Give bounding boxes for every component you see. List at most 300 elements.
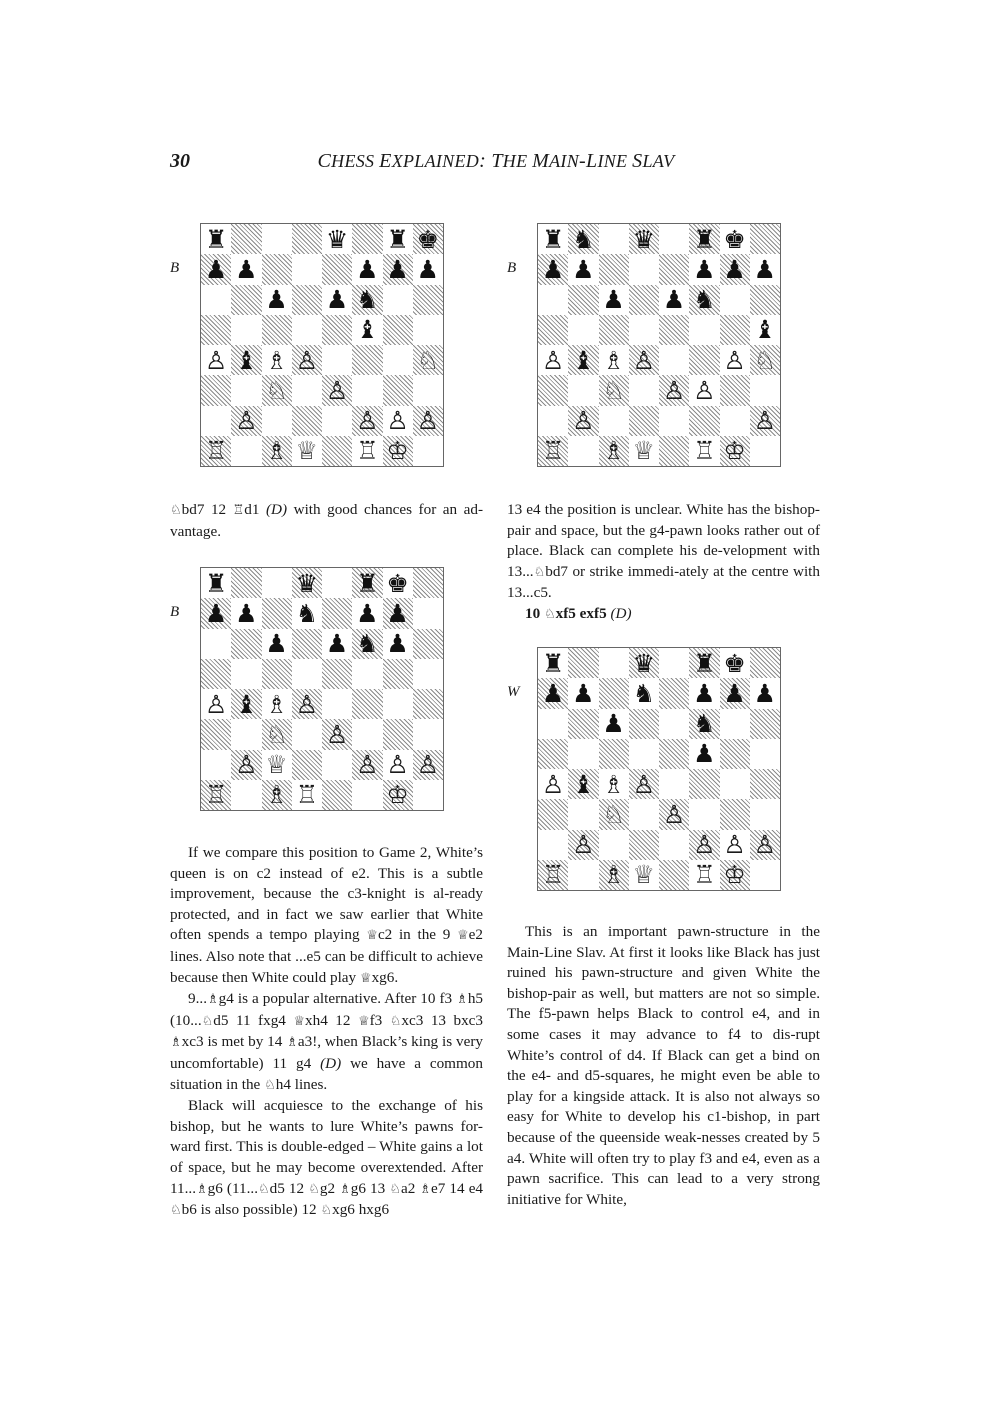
light-square	[383, 750, 413, 780]
light-square	[629, 436, 659, 466]
light-square	[538, 345, 568, 375]
dark-square	[629, 224, 659, 254]
dark-square	[538, 860, 568, 890]
text-run: d5 11 fxg4	[213, 1011, 294, 1029]
dark-square	[231, 689, 261, 719]
dark-square	[538, 315, 568, 345]
page-number: 30	[170, 150, 190, 172]
figurine-icon: ♘	[320, 1203, 333, 1219]
white-pawn-icon: ♙	[632, 345, 656, 375]
figurine-icon: ♗	[170, 1035, 182, 1051]
dark-square	[599, 739, 629, 769]
light-square	[322, 285, 352, 315]
text-run: g6 (11...	[207, 1179, 259, 1197]
white-knight-icon: ♘	[265, 719, 288, 749]
dark-square	[689, 345, 719, 375]
side-to-move-label: B	[170, 604, 180, 620]
light-square	[231, 780, 261, 810]
black-bishop-icon: ♝	[572, 769, 595, 799]
light-square	[599, 648, 629, 678]
light-square	[262, 568, 292, 598]
light-square	[538, 830, 568, 860]
black-knight-icon: ♞	[356, 285, 379, 315]
light-square	[629, 315, 659, 345]
white-queen-icon: ♕	[632, 436, 656, 466]
white-king-icon: ♔	[723, 860, 746, 890]
black-pawn-icon: ♟	[602, 709, 625, 739]
white-pawn-icon: ♙	[662, 375, 686, 405]
white-king-icon: ♔	[723, 436, 746, 466]
title-fragment: E	[379, 150, 392, 172]
dark-square	[538, 739, 568, 769]
text-run: xf5 exf5	[555, 604, 611, 622]
text-run: xg6 hxg6	[332, 1201, 390, 1219]
light-square	[568, 860, 598, 890]
black-bishop-icon: ♝	[753, 315, 777, 345]
white-rook-icon: ♖	[204, 780, 228, 810]
dark-square	[352, 750, 382, 780]
black-queen-icon: ♛	[632, 648, 656, 678]
black-pawn-icon: ♟	[356, 598, 379, 628]
dark-square	[322, 659, 352, 689]
dark-square	[599, 375, 629, 405]
dark-square	[659, 860, 689, 890]
light-square	[659, 648, 689, 678]
dark-square	[322, 375, 352, 405]
dark-square	[568, 406, 598, 436]
light-square	[413, 659, 443, 689]
move-heading	[507, 604, 820, 626]
text-run: h5 (10...	[170, 990, 483, 1029]
light-square	[352, 780, 382, 810]
title-fragment: : T	[479, 150, 503, 172]
dark-square	[720, 860, 750, 890]
dark-square	[599, 678, 629, 708]
light-square	[659, 285, 689, 315]
paragraph	[507, 500, 820, 604]
white-pawn-icon: ♙	[325, 719, 349, 749]
dark-square	[629, 709, 659, 739]
black-pawn-icon: ♟	[416, 254, 440, 284]
dark-square	[659, 678, 689, 708]
dark-square	[322, 436, 352, 466]
dark-square	[629, 345, 659, 375]
light-square	[750, 739, 780, 769]
light-square	[292, 598, 322, 628]
light-square	[538, 224, 568, 254]
dark-square	[262, 375, 292, 405]
black-knight-icon: ♞	[295, 598, 319, 628]
dark-square	[599, 436, 629, 466]
light-square	[629, 739, 659, 769]
light-square	[599, 345, 629, 375]
black-rook-icon: ♜	[204, 568, 228, 598]
white-queen-icon: ♕	[632, 860, 656, 890]
dark-square	[262, 598, 292, 628]
white-knight-icon: ♘	[602, 799, 625, 829]
white-rook-icon: ♖	[541, 860, 565, 890]
black-pawn-icon: ♟	[693, 254, 716, 284]
board-grid	[538, 648, 780, 890]
black-rook-icon: ♜	[356, 568, 379, 598]
dark-square	[720, 799, 750, 829]
white-pawn-icon: ♙	[572, 406, 595, 436]
light-square	[599, 709, 629, 739]
text-run: xh4 12	[305, 1011, 358, 1029]
light-square	[413, 598, 443, 628]
white-king-icon: ♔	[386, 436, 409, 466]
text-run: xg6.	[371, 968, 399, 986]
light-square	[689, 375, 719, 405]
light-square	[322, 629, 352, 659]
light-square	[659, 406, 689, 436]
dark-square	[568, 224, 598, 254]
light-square	[568, 315, 598, 345]
dark-square	[322, 315, 352, 345]
light-square	[201, 750, 231, 780]
light-square	[568, 436, 598, 466]
black-rook-icon: ♜	[386, 224, 409, 254]
figurine-icon: ♗	[419, 1181, 432, 1197]
light-square	[231, 659, 261, 689]
dark-square	[383, 254, 413, 284]
dark-square	[689, 769, 719, 799]
black-pawn-icon: ♟	[753, 254, 777, 284]
figurine-icon: ♗	[456, 992, 468, 1008]
text-run: bd7 12	[181, 501, 233, 518]
dark-square	[568, 648, 598, 678]
light-square	[262, 629, 292, 659]
light-square	[322, 345, 352, 375]
figurine-icon: ♘	[170, 1203, 182, 1219]
text-run: bd7 or strike immedi-ately at the centre with 13...c5.	[507, 562, 820, 602]
dark-square	[262, 719, 292, 749]
paragraph	[170, 989, 483, 1096]
text-run: xc3 13 bxc3	[401, 1011, 484, 1029]
dark-square	[262, 436, 292, 466]
dark-square	[262, 659, 292, 689]
black-pawn-icon: ♟	[753, 678, 777, 708]
dark-square	[689, 285, 719, 315]
dark-square	[599, 254, 629, 284]
dark-square	[750, 830, 780, 860]
white-pawn-icon: ♙	[204, 345, 228, 375]
dark-square	[201, 436, 231, 466]
dark-square	[659, 799, 689, 829]
dark-square	[262, 254, 292, 284]
dark-square	[292, 568, 322, 598]
light-square	[689, 315, 719, 345]
dark-square	[689, 224, 719, 254]
dark-square	[568, 709, 598, 739]
light-square	[231, 315, 261, 345]
title-fragment: S	[632, 150, 643, 172]
light-square	[689, 436, 719, 466]
light-square	[568, 799, 598, 829]
light-square	[262, 224, 292, 254]
side-to-move-label: B	[507, 260, 517, 276]
light-square	[352, 598, 382, 628]
dark-square	[262, 780, 292, 810]
white-pawn-icon: ♙	[723, 830, 746, 860]
figurine-icon: ♘	[170, 503, 182, 518]
text-run: 9...	[188, 990, 207, 1008]
light-square	[750, 375, 780, 405]
black-pawn-icon: ♟	[325, 629, 349, 659]
light-square	[629, 860, 659, 890]
light-square	[629, 799, 659, 829]
light-square	[538, 769, 568, 799]
dark-square	[629, 648, 659, 678]
light-square	[262, 345, 292, 375]
dark-square	[720, 254, 750, 284]
light-square	[568, 375, 598, 405]
dark-square	[292, 689, 322, 719]
dark-square	[231, 568, 261, 598]
dark-square	[538, 436, 568, 466]
right-text-bottom	[507, 922, 820, 1210]
light-square	[352, 659, 382, 689]
white-rook-icon: ♖	[693, 436, 716, 466]
title-fragment: C	[317, 150, 332, 172]
dark-square	[659, 254, 689, 284]
white-knight-icon: ♘	[265, 375, 288, 405]
title-fragment: XPLAINED	[391, 151, 480, 171]
dark-square	[201, 598, 231, 628]
light-square	[659, 709, 689, 739]
board-grid	[201, 568, 443, 810]
dark-square	[750, 345, 780, 375]
dark-square	[720, 739, 750, 769]
title-fragment: HE	[502, 151, 533, 171]
black-pawn-icon: ♟	[356, 254, 379, 284]
black-pawn-icon: ♟	[572, 254, 595, 284]
black-pawn-icon: ♟	[386, 629, 409, 659]
black-rook-icon: ♜	[541, 648, 565, 678]
dark-square	[413, 285, 443, 315]
dark-square	[201, 719, 231, 749]
dark-square	[413, 629, 443, 659]
page-header	[170, 150, 822, 180]
light-square	[292, 780, 322, 810]
light-square	[720, 648, 750, 678]
figurine-icon: ♖	[232, 503, 245, 518]
light-square	[383, 224, 413, 254]
text-run: h4 lines.	[275, 1075, 328, 1093]
left-text-top	[170, 500, 483, 542]
white-bishop-icon: ♗	[265, 689, 288, 719]
black-rook-icon: ♜	[693, 648, 716, 678]
white-bishop-icon: ♗	[265, 345, 288, 375]
text-run: we have a common situation in the	[170, 1054, 483, 1093]
light-square	[750, 860, 780, 890]
dark-square	[750, 406, 780, 436]
light-square	[292, 375, 322, 405]
dark-square	[568, 285, 598, 315]
dark-square	[292, 750, 322, 780]
dark-square	[231, 224, 261, 254]
text-run: This is an important pawn-structure in the Main-Line Slav. At first it looks like Black has just ruined his pawn-structure and given White the bishop-pair as well, but matters are not so simple. The f5-pawn helps Black to control e4, and in some cases it may advance to f4 to dis-rupt White’s control of d4. If Black can get a bind on the e4- and d5-squares, he might even be able to play for a kingside attack. It is also not always so easy for White to develop his c1-bishop, in part because of the queenside weak-nesses created by 5 a4. White will often try to play f3 and e4, even as a pawn sacrifice. This can lead to a very strong initiative for White,	[507, 923, 820, 1208]
dark-square	[629, 769, 659, 799]
light-square	[413, 254, 443, 284]
dark-square	[231, 406, 261, 436]
light-square	[201, 629, 231, 659]
light-square	[720, 406, 750, 436]
white-bishop-icon: ♗	[265, 436, 288, 466]
light-square	[659, 769, 689, 799]
white-pawn-icon: ♙	[356, 406, 379, 436]
dark-square	[538, 799, 568, 829]
dark-square	[413, 689, 443, 719]
light-square	[383, 629, 413, 659]
black-queen-icon: ♛	[632, 224, 656, 254]
light-square	[201, 406, 231, 436]
white-bishop-icon: ♗	[265, 780, 288, 810]
text-run: f3	[369, 1011, 390, 1029]
light-square	[383, 345, 413, 375]
dark-square	[538, 678, 568, 708]
dark-square	[352, 285, 382, 315]
light-square	[201, 345, 231, 375]
white-pawn-icon: ♙	[753, 830, 777, 860]
light-square	[659, 830, 689, 860]
light-square	[750, 678, 780, 708]
dark-square	[231, 345, 261, 375]
light-square	[383, 285, 413, 315]
white-pawn-icon: ♙	[572, 830, 595, 860]
light-square	[292, 254, 322, 284]
dark-square	[231, 629, 261, 659]
light-square	[413, 780, 443, 810]
light-square	[689, 799, 719, 829]
light-square	[689, 678, 719, 708]
dark-square	[659, 739, 689, 769]
white-pawn-icon: ♙	[325, 375, 349, 405]
black-pawn-icon: ♟	[693, 739, 716, 769]
text-run: g2	[319, 1179, 340, 1197]
dark-square	[629, 830, 659, 860]
white-pawn-icon: ♙	[693, 830, 716, 860]
light-square	[568, 678, 598, 708]
black-king-icon: ♚	[723, 648, 746, 678]
light-square	[629, 254, 659, 284]
light-square	[201, 224, 231, 254]
light-square	[599, 224, 629, 254]
figurine-icon: ♕	[366, 928, 378, 944]
white-pawn-icon: ♙	[693, 375, 716, 405]
dark-square	[231, 285, 261, 315]
light-square	[231, 719, 261, 749]
light-square	[292, 659, 322, 689]
white-pawn-icon: ♙	[204, 689, 228, 719]
light-square	[413, 719, 443, 749]
light-square	[629, 375, 659, 405]
white-pawn-icon: ♙	[723, 345, 746, 375]
light-square	[689, 739, 719, 769]
figurine-icon: ♗	[286, 1035, 298, 1051]
dark-square	[262, 315, 292, 345]
white-bishop-icon: ♗	[602, 860, 625, 890]
figurine-icon: ♘	[308, 1181, 320, 1197]
light-square	[383, 689, 413, 719]
dark-square	[322, 254, 352, 284]
chess-diagram	[537, 647, 781, 891]
dark-square	[352, 224, 382, 254]
light-square	[413, 315, 443, 345]
dark-square	[629, 406, 659, 436]
black-pawn-icon: ♟	[723, 678, 746, 708]
white-bishop-icon: ♗	[602, 436, 625, 466]
figurine-icon: ♕	[457, 928, 469, 944]
white-bishop-icon: ♗	[602, 769, 625, 799]
text-run: d5 12	[269, 1179, 309, 1197]
dark-square	[231, 750, 261, 780]
text-run: with good chances for an ad-vantage.	[170, 501, 484, 540]
dark-square	[413, 750, 443, 780]
dark-square	[383, 315, 413, 345]
figurine-icon: ♘	[533, 564, 546, 580]
light-square	[659, 224, 689, 254]
black-knight-icon: ♞	[632, 678, 656, 708]
light-square	[538, 648, 568, 678]
dark-square	[352, 406, 382, 436]
white-pawn-icon: ♙	[235, 750, 258, 780]
white-rook-icon: ♖	[295, 780, 319, 810]
white-pawn-icon: ♙	[416, 750, 440, 780]
dark-square	[568, 830, 598, 860]
dark-square	[352, 345, 382, 375]
black-king-icon: ♚	[723, 224, 746, 254]
paragraph	[170, 1096, 483, 1222]
light-square	[201, 689, 231, 719]
black-bishop-icon: ♝	[235, 345, 258, 375]
white-rook-icon: ♖	[356, 436, 379, 466]
black-pawn-icon: ♟	[325, 285, 349, 315]
white-rook-icon: ♖	[204, 436, 228, 466]
text-run: Black will acquiesce to the exchange of his bishop, but he wants to lure White’s pawns for-ward first. This is double-edged – White gains a lot of space, but he may become overextended. After 11...	[170, 1097, 483, 1197]
black-pawn-icon: ♟	[204, 254, 228, 284]
light-square	[720, 769, 750, 799]
dark-square	[352, 689, 382, 719]
light-square	[750, 254, 780, 284]
chess-diagram	[537, 223, 781, 467]
white-pawn-icon: ♙	[295, 689, 319, 719]
black-knight-icon: ♞	[693, 709, 716, 739]
figurine-icon: ♕	[293, 1013, 306, 1029]
dark-square	[568, 345, 598, 375]
dark-square	[292, 285, 322, 315]
dark-square	[599, 860, 629, 890]
light-square	[201, 568, 231, 598]
figurine-icon: ♘	[389, 1181, 401, 1197]
black-rook-icon: ♜	[693, 224, 716, 254]
black-queen-icon: ♛	[325, 224, 349, 254]
white-pawn-icon: ♙	[235, 406, 258, 436]
text-run: d1	[244, 501, 266, 518]
light-square	[322, 224, 352, 254]
white-pawn-icon: ♙	[541, 345, 565, 375]
dark-square	[201, 375, 231, 405]
dark-square	[750, 648, 780, 678]
title-fragment: LAV	[642, 151, 675, 171]
black-pawn-icon: ♟	[541, 678, 565, 708]
white-pawn-icon: ♙	[386, 750, 409, 780]
dark-square	[352, 629, 382, 659]
light-square	[538, 285, 568, 315]
dark-square	[383, 436, 413, 466]
title-fragment: HESS	[331, 151, 380, 171]
light-square	[413, 436, 443, 466]
